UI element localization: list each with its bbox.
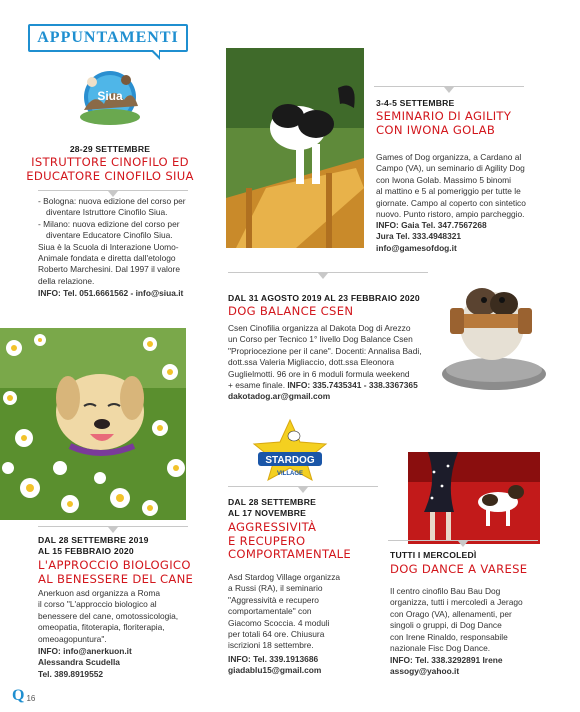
agility-info-line: info@gamesofdog.it [376, 242, 457, 253]
stardog-logo-bottom: VILLAGE [276, 471, 304, 477]
agility-title [376, 110, 566, 137]
siua-body-line: della relazione. [38, 275, 95, 286]
agility-body-line: Games of Dog organizza, a Cardano al [376, 152, 522, 162]
balance-body-line: un Corso per Tecnico 1° livello Dog Balance Csen [228, 334, 413, 345]
approccio-date [38, 535, 208, 557]
dance-info-line: INFO: Tel. 338.3292891 Irene [390, 655, 503, 665]
badge-tail-inner [152, 49, 159, 56]
stardog-date-line: DAL 28 SETTEMBRE [228, 497, 317, 507]
balance-rule-tick [318, 273, 328, 279]
balance-body-line: Csen Cinofilia organizza al Dakota Dog di Arezzo [228, 323, 411, 333]
agility-info [376, 220, 566, 254]
siua-logo [70, 62, 150, 132]
dance-title: DOG DANCE A VARESE [390, 562, 528, 576]
balance-body-line [228, 380, 428, 391]
section-label: APPUNTAMENTI [37, 29, 179, 46]
approccio-date-line: DAL 28 SETTEMBRE 2019 [38, 535, 149, 545]
siua-body-line: Animale fondata e diretta dall'etologo [38, 253, 176, 264]
balance-info-inline: INFO: 335.7435341 - 338.3367365 [287, 380, 418, 391]
agility-body-line: giornate. Campo al coperto con sintetico [376, 197, 526, 208]
stardog-body-line: Asd Stardog Village organizza [228, 572, 341, 582]
dance-body-line: singoli o gruppi, di Dog Dance [390, 620, 502, 631]
dog-dance-photo [408, 452, 540, 544]
approccio-body-line: omeoagopuntura". [38, 633, 107, 644]
dance-body-line: organizza, tutti i mercoledì a Jerago [390, 597, 523, 608]
agility-title-line: CON IWONA GOLAB [376, 122, 496, 137]
stardog-info [228, 654, 388, 677]
agility-rule-tick [444, 87, 454, 93]
balance-body-line: dott.ssa Valeria Migliaccio, dott.ssa Eleonora [228, 357, 395, 368]
page-footer [12, 686, 72, 704]
balance-photo [432, 264, 550, 394]
stardog-logo-top: STARDOG [265, 455, 315, 466]
daisy-dog-photo [0, 328, 186, 520]
approccio-info-line: Alessandra Scudella [38, 657, 120, 668]
stardog-rule-tick [298, 487, 308, 493]
dance-body-line: con Orago (VA), allenamenti, per [390, 608, 512, 619]
approccio-body [38, 588, 208, 645]
agility-body [376, 152, 566, 220]
stardog-date [228, 497, 388, 519]
stardog-title-line: E RECUPERO [228, 533, 306, 548]
siua-body-line: Roberto Marchesini. Dal 1997 il valore [38, 264, 180, 275]
dance-body-line: nazionale Fisc Dog Dance. [390, 643, 491, 654]
stardog-body-line: a Russi (RA), il seminario [228, 583, 323, 594]
dance-info [390, 655, 570, 678]
section-badge [28, 24, 188, 52]
approccio-info-line: Tel. 389.8919552 [38, 668, 104, 679]
agility-body-line: con Iwona Golab. Massimo 5 binomi [376, 174, 511, 185]
approccio-info [38, 646, 208, 680]
stardog-logo [250, 418, 330, 482]
agility-title-line: SEMINARIO DI AGILITY [376, 109, 512, 123]
stardog-body [228, 572, 388, 652]
siua-logo-text: Siua [97, 89, 123, 103]
agility-body-line: nuovo. Punto ristoro, ampio parcheggio. [376, 209, 525, 220]
footer-brand: Q [12, 687, 25, 704]
siua-body-line: - Milano: nuova edizione del corso per [38, 218, 180, 229]
balance-info-email: dakotadog.ar@gmail.com [228, 391, 331, 402]
approccio-info-line: INFO: info@anerkuon.it [38, 646, 132, 656]
siua-title-line: ISTRUTTORE CINOFILO ED [31, 155, 189, 169]
balance-title: DOG BALANCE CSEN [228, 304, 354, 318]
balance-date: DAL 31 AGOSTO 2019 AL 23 FEBBRAIO 2020 [228, 293, 420, 303]
stardog-info-line: INFO: Tel. 339.1913686 [228, 654, 319, 664]
dance-body [390, 586, 570, 654]
agility-body-line: Campo (VA), un seminario di Agility Dog [376, 163, 525, 174]
approccio-title-line: AL BENESSERE DEL CANE [38, 571, 194, 586]
approccio-body-line: omeopatia, fitoterapia, floriterapia, [38, 622, 165, 633]
approccio-date-line: AL 15 FEBBRAIO 2020 [38, 546, 134, 556]
siua-body-line: diventare Istruttore Cinofilo Siua. [46, 207, 168, 218]
siua-info: INFO: Tel. 051.6661562 - info@siua.it [38, 288, 184, 298]
approccio-body-line: il corso "L'approccio biologico al [38, 599, 157, 610]
siua-body-line: Siua è la Scuola di Interazione Uomo- [38, 241, 179, 252]
stardog-body-line: comportamentale" con [228, 606, 312, 617]
agility-body-line: al mattino e 5 al pomeriggio per tutte le [376, 186, 521, 197]
stardog-title-line: AGGRESSIVITÀ [228, 520, 317, 534]
stardog-body-line: "Aggressività e recupero [228, 594, 319, 605]
approccio-title-line: L'APPROCCIO BIOLOGICO [38, 558, 191, 572]
stardog-date-line: AL 17 NOVEMBRE [228, 508, 307, 518]
balance-body-text: + esame finale. [228, 380, 286, 391]
siua-title [10, 156, 210, 183]
siua-body [38, 196, 198, 287]
dance-body-line: Il centro cinofilo Bau Bau Dog [390, 586, 501, 596]
agility-info-line: Jura Tel. 333.4948321 [376, 231, 462, 242]
approccio-body-line: Anerkuon asd organizza a Roma [38, 588, 160, 598]
dance-body-line: con Irene Rinaldo, responsabile [390, 631, 508, 642]
balance-body-line: Guglielmotti. 96 ore in 6 moduli formula weekend [228, 368, 410, 379]
agility-info-line: INFO: Gaia Tel. 347.7567268 [376, 220, 487, 230]
siua-body-line: - Bologna: nuova edizione del corso per [38, 196, 186, 206]
siua-title-line: EDUCATORE CINOFILO SIUA [26, 168, 194, 183]
dance-rule-tick [458, 541, 468, 547]
approccio-body-line: benessere del cane, omotossicologia, [38, 610, 179, 621]
agility-date: 3-4-5 SETTEMBRE [376, 98, 455, 108]
stardog-title-line: COMPORTAMENTALE [228, 547, 352, 561]
balance-rule [228, 272, 428, 273]
approccio-rule-tick [108, 527, 118, 533]
agility-photo [226, 48, 364, 248]
stardog-info-line: giadablu15@gmail.com [228, 665, 322, 676]
balance-body-line: "Propriocezione per il cane". Docenti: Annalisa Badi, [228, 345, 422, 356]
stardog-body-line: Giacomo Scoccia. 4 moduli [228, 617, 330, 628]
siua-body-line: diventare Educatore Cinofilo Siua. [46, 230, 173, 241]
approccio-title [38, 559, 218, 586]
dance-date: TUTTI I MERCOLEDÌ [390, 550, 477, 560]
stardog-body-line: per totali 64 ore. Chiusura [228, 629, 325, 640]
dance-info-line: assogy@yahoo.it [390, 666, 460, 677]
siua-date: 28-29 SETTEMBRE [69, 144, 151, 154]
balance-body [228, 323, 428, 403]
stardog-title [228, 521, 388, 562]
page-number: 16 [26, 694, 36, 703]
stardog-body-line: iscrizioni 18 settembre. [228, 640, 314, 651]
